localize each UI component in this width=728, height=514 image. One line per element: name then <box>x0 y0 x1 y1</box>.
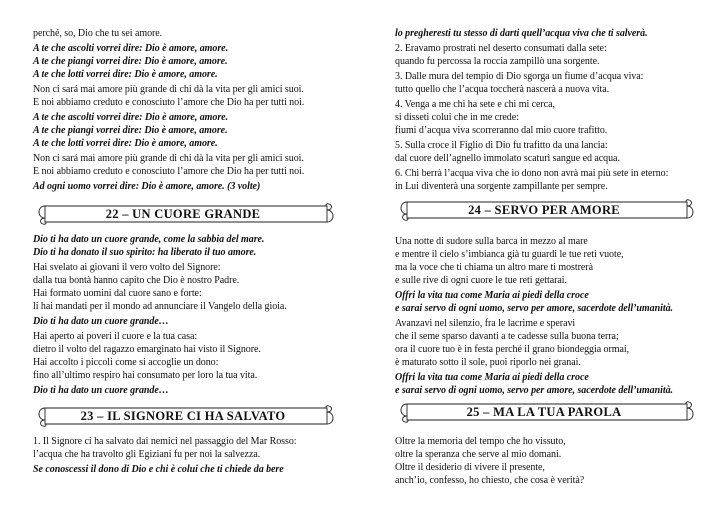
text-line: fiumi d’acqua viva scorreranno dal mio cuore trafitto. <box>395 125 608 136</box>
song-title-banner <box>33 403 333 429</box>
refrain-line: Dio ti ha dato un cuore grande… <box>33 385 169 396</box>
text-line: 5. Sulla croce il Figlio di Dio fu trafitto da una lancia: <box>395 140 608 151</box>
text-line: Oltre la memoria del tempo che ho vissuto, <box>395 436 566 447</box>
text-line: Una notte di sudore sulla barca in mezzo al mare <box>395 236 588 247</box>
text-line: 6. Chi berrà l’acqua viva che io dono non avrà mai più sete in eterno: <box>395 168 669 179</box>
song-title: 23 – IL SIGNORE CI HA SALVATO <box>80 409 286 423</box>
text-line: ma la voce che ti chiama un altro mare ti mostrerà <box>395 262 593 273</box>
text-line: 4. Venga a me chi ha sete e chi mi cerca, <box>395 99 555 110</box>
song-title-banner <box>395 399 693 425</box>
refrain-line: A te che piangi vorrei dire: Dio è amore, amore. <box>33 125 228 136</box>
text-line: e mentre il cielo s’imbianca già tu guardi le tue reti vuote, <box>395 249 624 260</box>
refrain-line: Se conoscessi il dono di Dio e chi è colui che ti chiede da bere <box>33 464 284 475</box>
text-line: fino all’ultimo respiro hai consumato per loro la tua vita. <box>33 370 258 381</box>
text-line: dietro il volto del ragazzo emarginato hai visto il Signore. <box>33 344 261 355</box>
text-line: è maturato sotto il sole, puoi riporlo nei granai. <box>395 357 581 368</box>
text-line: Oltre il desiderio di vivere il presente, <box>395 462 545 473</box>
text-line: si disseti colui che in me crede: <box>395 112 519 123</box>
text-line: perché, so, Dio che tu sei amore. <box>33 28 163 39</box>
text-line: in Lui diventerà una sorgente zampillante per sempre. <box>395 181 608 192</box>
refrain-line: Dio ti ha dato un cuore grande… <box>33 316 169 327</box>
text-line: oltre la speranza che serve al mio domani. <box>395 449 562 460</box>
song-title: 22 – UN CUORE GRANDE <box>105 207 261 221</box>
text-line: 1. Il Signore ci ha salvato dai nemici nel passaggio del Mar Rosso: <box>33 436 297 447</box>
refrain-line: e sarai servo di ogni uomo, servo per amore, sacerdote dell’umanità. <box>395 385 673 396</box>
text-line: anch’io, confesso, ho chiesto, che cosa è verità? <box>395 475 585 486</box>
text-line: tutto quello che l’acqua toccherà nascerà a nuova vita. <box>395 84 610 95</box>
text-line: Non ci sará mai amore più grande di chi dà la vita per gli amici suoi. <box>33 153 304 164</box>
text-line: Hai accolto i piccoli come si accoglie un dono: <box>33 357 219 368</box>
text-line: li hai mandati per il mondo ad annunciare il Vangelo della gioia. <box>33 301 287 312</box>
refrain-line: A te che piangi vorrei dire: Dio è amore, amore. <box>33 56 228 67</box>
refrain-line: e sarai servo di ogni uomo, servo per amore, sacerdote dell’umanità. <box>395 303 673 314</box>
text-line: l’acqua che ha travolto gli Egiziani fu per noi la salvezza. <box>33 449 261 460</box>
refrain-line: A te che ascolti vorrei dire: Dio è amore, amore. <box>33 43 229 54</box>
text-line: 2. Eravamo prostrati nel deserto consumati dalla sete: <box>395 43 607 54</box>
text-line: Non ci sará mai amore più grande di chi dà la vita per gli amici suoi. <box>33 84 304 95</box>
refrain-line: Dio ti ha dato un cuore grande, come la sabbia del mare. <box>33 234 265 245</box>
text-line: che il seme sparso davanti a te cadesse sulla buona terra; <box>395 331 619 342</box>
song-title-banner <box>395 197 693 223</box>
refrain-line: A te che lotti vorrei dire: Dio è amore, amore. <box>33 138 218 149</box>
text-line: Hai formato uomini dal cuore sano e forte: <box>33 288 202 299</box>
text-line: ora il cuore tuo è in festa perché il grano biondeggia ormai, <box>395 344 630 355</box>
text-line: quando fu percossa la roccia zampillò una sorgente. <box>395 56 600 67</box>
text-line: dalla tua bontà hanno capito che Dio è nostro Padre. <box>33 275 240 286</box>
refrain-line: A te che ascolti vorrei dire: Dio è amore, amore. <box>33 112 229 123</box>
refrain-line: Offri la vita tua come Maria ai piedi della croce <box>395 372 589 383</box>
text-line: Hai svelato ai giovani il vero volto del Signore: <box>33 262 221 273</box>
text-line: e sulle rive di ogni cuore le tue reti gettarai. <box>395 275 567 286</box>
song-title-banner <box>33 201 333 227</box>
refrain-line: Offri la vita tua come Maria ai piedi della croce <box>395 290 589 301</box>
refrain-line: A te che lotti vorrei dire: Dio è amore, amore. <box>33 69 218 80</box>
text-line: Hai aperto ai poveri il cuore e la tua casa: <box>33 331 198 342</box>
song-title: 24 – SERVO PER AMORE <box>468 203 620 217</box>
text-line: E noi abbiamo creduto e conosciuto l’amore che Dio ha per tutti noi. <box>33 97 305 108</box>
refrain-line: Ad ogni uomo vorrei dire: Dio è amore, amore. (3 volte) <box>33 181 261 192</box>
text-line: dal cuore dell’agnello immolato scaturì sangue ed acqua. <box>395 153 620 164</box>
refrain-line: lo pregheresti tu stesso di darti quell’acqua viva che ti salverà. <box>395 28 648 39</box>
text-line: E noi abbiamo creduto e conosciuto l’amore che Dio ha per tutti noi. <box>33 166 305 177</box>
text-line: Avanzavi nel silenzio, fra le lacrime e speravi <box>395 318 576 329</box>
refrain-line: Dio ti ha donato il suo spirito: ha liberato il tuo amore. <box>33 247 257 258</box>
song-title: 25 – MA LA TUA PAROLA <box>466 405 622 419</box>
text-line: 3. Dalle mura del tempio di Dio sgorga un fiume d’acqua viva: <box>395 71 644 82</box>
